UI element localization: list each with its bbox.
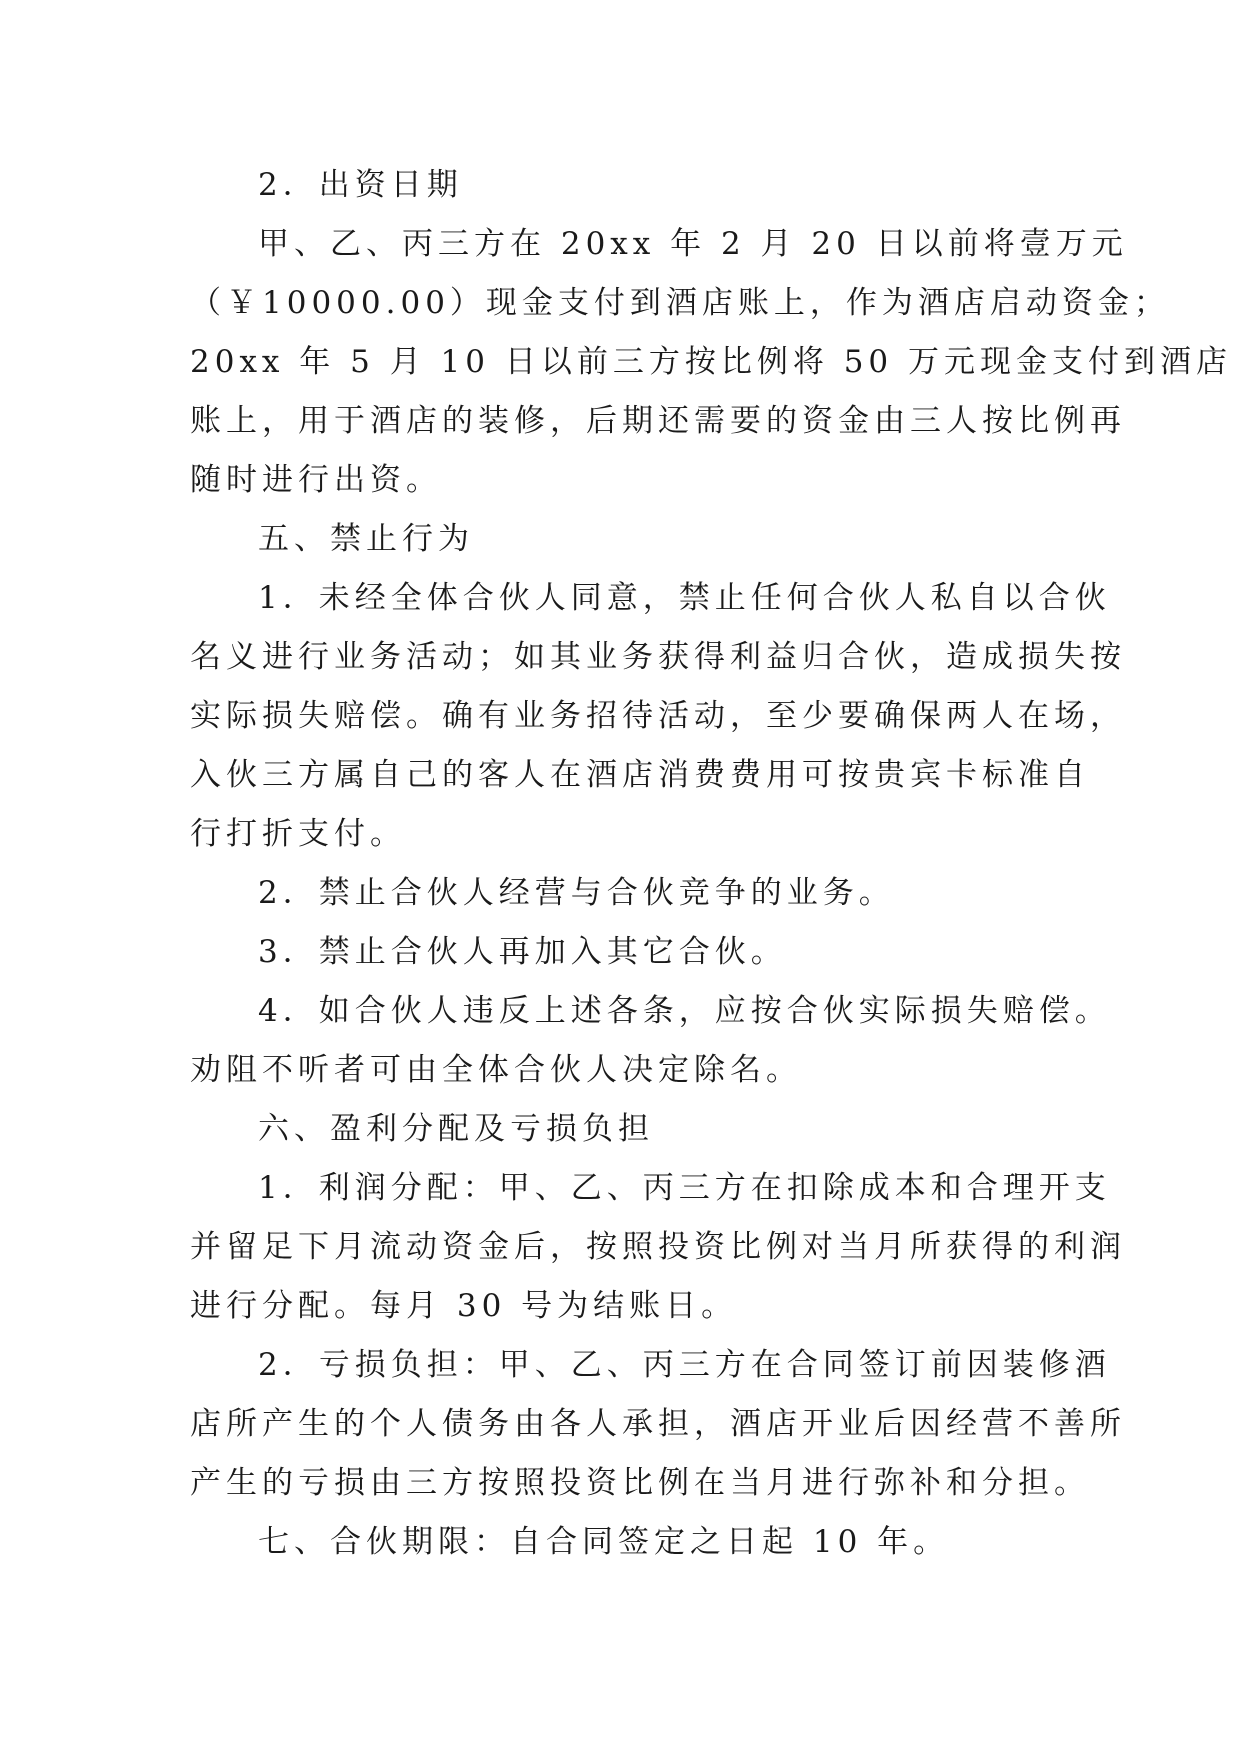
paragraph-line: 名义进行业务活动；如其业务获得利益归合伙，造成损失按 bbox=[190, 639, 1126, 675]
section-heading-7: 七、合伙期限：自合同签定之日起 10 年。 bbox=[258, 1524, 950, 1560]
paragraph-line: 账上，用于酒店的装修，后期还需要的资金由三人按比例再 bbox=[190, 403, 1126, 439]
paragraph-line: 20xx 年 5 月 10 日以前三方按比例将 50 万元现金支付到酒店 bbox=[190, 344, 1233, 380]
paragraph-line: 劝阻不听者可由全体合伙人决定除名。 bbox=[190, 1052, 802, 1088]
paragraph-line: 4．如合伙人违反上述各条，应按合伙实际损失赔偿。 bbox=[258, 993, 1111, 1029]
paragraph-line: 店所产生的个人债务由各人承担，酒店开业后因经营不善所 bbox=[190, 1406, 1126, 1442]
paragraph-line: 行打折支付。 bbox=[190, 816, 406, 852]
paragraph-line: （￥10000.00）现金支付到酒店账上，作为酒店启动资金； bbox=[190, 285, 1170, 321]
paragraph-line: 产生的亏损由三方按照投资比例在当月进行弥补和分担。 bbox=[190, 1465, 1090, 1501]
section-heading-5: 五、禁止行为 bbox=[258, 521, 474, 557]
paragraph-line: 随时进行出资。 bbox=[190, 462, 442, 498]
paragraph-line: 并留足下月流动资金后，按照投资比例对当月所获得的利润 bbox=[190, 1229, 1126, 1265]
paragraph-line: 1．未经全体合伙人同意，禁止任何合伙人私自以合伙 bbox=[258, 580, 1111, 616]
paragraph-line: 实际损失赔偿。确有业务招待活动，至少要确保两人在场， bbox=[190, 698, 1126, 734]
paragraph-line: 进行分配。每月 30 号为结账日。 bbox=[190, 1288, 738, 1324]
paragraph-line: 3．禁止合伙人再加入其它合伙。 bbox=[258, 934, 787, 970]
paragraph-line: 1．利润分配：甲、乙、丙三方在扣除成本和合理开支 bbox=[258, 1170, 1111, 1206]
section-heading-6: 六、盈利分配及亏损负担 bbox=[258, 1111, 654, 1147]
paragraph-line: 入伙三方属自己的客人在酒店消费费用可按贵宾卡标准自 bbox=[190, 757, 1090, 793]
section-item-2-contribution-date: 2．出资日期 bbox=[258, 167, 463, 203]
paragraph-line: 2．禁止合伙人经营与合伙竞争的业务。 bbox=[258, 875, 895, 911]
paragraph-line: 甲、乙、丙三方在 20xx 年 2 月 20 日以前将壹万元 bbox=[258, 226, 1128, 262]
paragraph-line: 2．亏损负担：甲、乙、丙三方在合同签订前因装修酒 bbox=[258, 1347, 1111, 1383]
